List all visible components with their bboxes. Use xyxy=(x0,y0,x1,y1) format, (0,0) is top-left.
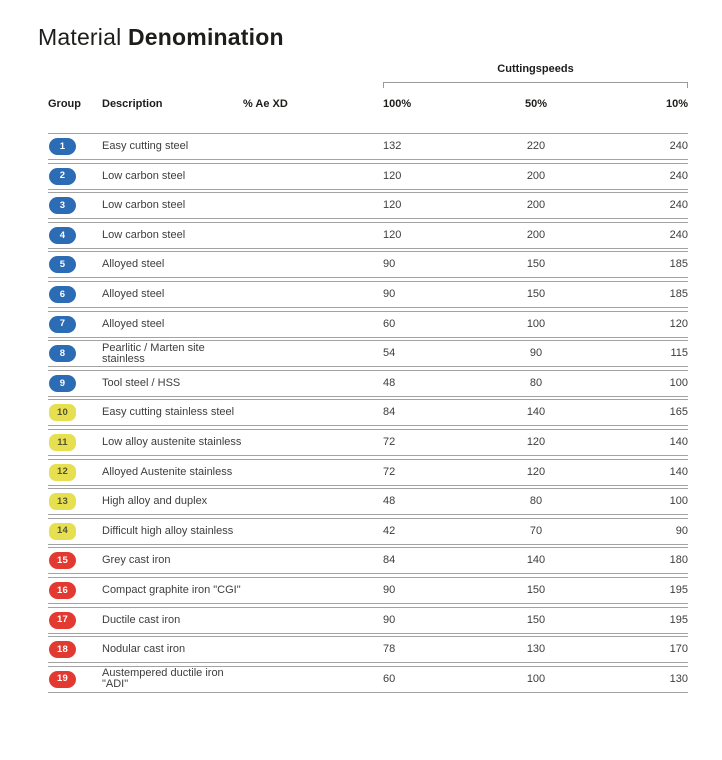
group-cell xyxy=(48,464,102,481)
table-row xyxy=(48,399,688,426)
material-table xyxy=(48,63,688,693)
table-row xyxy=(48,488,688,515)
row-speed-100: 90 xyxy=(383,583,396,596)
row-description: Low carbon steel xyxy=(102,228,186,241)
group-cell xyxy=(48,404,102,421)
row-speed-100: 90 xyxy=(383,613,396,626)
table-row xyxy=(48,133,688,160)
row-description: Low alloy austenite stainless xyxy=(102,435,242,448)
cuttingspeeds-bracket xyxy=(383,82,688,88)
column-header-row xyxy=(48,97,688,111)
row-speed-100: 48 xyxy=(383,376,396,389)
group-badge: 13 xyxy=(49,493,76,510)
table-row xyxy=(48,607,688,634)
row-speed-100: 84 xyxy=(383,406,396,419)
row-speed-100: 132 xyxy=(383,140,402,152)
group-badge: 10 xyxy=(49,404,76,421)
group-badge: 4 xyxy=(49,227,76,244)
row-speed-10: 140 xyxy=(669,435,688,448)
row-speed-50: 150 xyxy=(526,583,546,596)
row-speed-100: 60 xyxy=(383,672,396,685)
row-speed-50: 80 xyxy=(529,495,543,508)
group-badge: 6 xyxy=(49,286,76,303)
row-speed-100: 120 xyxy=(383,169,402,182)
column-header-ae-xd: % Ae XD xyxy=(243,97,288,110)
row-speed-50: 140 xyxy=(526,554,546,567)
table-row xyxy=(48,251,688,278)
row-description: Low carbon steel xyxy=(102,199,186,212)
table-row xyxy=(48,370,688,397)
row-description: Alloyed steel xyxy=(102,258,165,271)
group-cell xyxy=(48,256,102,273)
row-speed-50: 200 xyxy=(526,228,546,241)
row-description: Ductile cast iron xyxy=(102,613,181,626)
row-description: Alloyed steel xyxy=(102,287,165,300)
group-cell xyxy=(48,197,102,214)
row-speed-10: 100 xyxy=(669,495,688,508)
row-speed-10: 185 xyxy=(669,258,688,271)
group-cell xyxy=(48,493,102,510)
row-speed-10: 115 xyxy=(670,347,688,360)
group-cell xyxy=(48,286,102,303)
row-speed-50: 130 xyxy=(526,643,546,656)
group-badge: 11 xyxy=(49,434,76,451)
group-badge: 12 xyxy=(49,464,76,481)
row-speed-100: 42 xyxy=(383,524,396,537)
group-badge: 17 xyxy=(49,612,76,629)
group-cell xyxy=(48,523,102,540)
row-description: Nodular cast iron xyxy=(102,643,186,656)
group-cell xyxy=(48,345,102,362)
row-speed-100: 48 xyxy=(383,495,396,508)
row-speed-100: 54 xyxy=(383,347,396,360)
row-description: Tool steel / HSS xyxy=(102,376,181,389)
group-badge: 7 xyxy=(49,316,76,333)
row-speed-10: 240 xyxy=(669,199,688,212)
row-speed-100: 78 xyxy=(383,643,396,656)
row-speed-100: 90 xyxy=(383,287,396,300)
row-speed-50: 120 xyxy=(526,465,546,478)
group-cell xyxy=(48,641,102,658)
table-row xyxy=(48,222,688,249)
row-description: Pearlitic / Marten site stainless xyxy=(102,341,205,365)
row-speed-10: 170 xyxy=(669,643,688,656)
column-header-speed-100: 100% xyxy=(383,97,412,110)
row-speed-100: 72 xyxy=(383,435,396,448)
table-row xyxy=(48,547,688,574)
table-row xyxy=(48,577,688,604)
group-badge: 2 xyxy=(49,168,76,185)
table-row xyxy=(48,163,688,190)
row-speed-50: 90 xyxy=(529,347,543,360)
group-badge: 3 xyxy=(49,197,76,214)
group-cell xyxy=(48,138,102,155)
row-description: Easy cutting steel xyxy=(102,140,189,152)
group-badge: 8 xyxy=(49,345,76,362)
row-description: Austempered ductile iron "ADI" xyxy=(102,667,224,691)
row-description: High alloy and duplex xyxy=(102,495,208,508)
row-speed-10: 100 xyxy=(669,376,688,389)
row-description: Easy cutting stainless steel xyxy=(102,406,235,419)
row-description: Compact graphite iron "CGI" xyxy=(102,583,241,596)
row-description: Grey cast iron xyxy=(102,554,171,567)
table-row xyxy=(48,518,688,545)
row-description: Low carbon steel xyxy=(102,169,186,182)
group-badge: 5 xyxy=(49,256,76,273)
group-badge: 9 xyxy=(49,375,76,392)
row-speed-100: 84 xyxy=(383,554,396,567)
row-speed-50: 120 xyxy=(526,435,546,448)
row-speed-50: 200 xyxy=(526,199,546,212)
row-speed-10: 240 xyxy=(669,228,688,241)
group-cell xyxy=(48,434,102,451)
column-header-speed-10: 10% xyxy=(665,97,688,110)
title-bold: Denomination xyxy=(128,24,284,50)
row-speed-10: 185 xyxy=(669,287,688,300)
group-badge: 1 xyxy=(49,138,76,155)
group-cell xyxy=(48,227,102,244)
table-row xyxy=(48,192,688,219)
row-description: Difficult high alloy stainless xyxy=(102,524,234,537)
group-badge: 18 xyxy=(49,641,76,658)
row-speed-10: 90 xyxy=(675,524,688,537)
row-speed-100: 60 xyxy=(383,317,396,330)
group-cell xyxy=(48,671,102,688)
row-speed-50: 140 xyxy=(526,406,546,419)
row-speed-10: 140 xyxy=(669,465,688,478)
row-speed-10: 180 xyxy=(669,554,688,567)
row-speed-100: 120 xyxy=(383,199,402,212)
table-row xyxy=(48,429,688,456)
row-speed-50: 200 xyxy=(526,169,546,182)
row-speed-10: 195 xyxy=(669,583,688,596)
group-cell xyxy=(48,316,102,333)
table-row xyxy=(48,459,688,486)
page-title xyxy=(38,24,722,51)
row-speed-10: 240 xyxy=(669,140,688,152)
title-regular: Material xyxy=(38,24,122,50)
table-row xyxy=(48,281,688,308)
table-row xyxy=(48,666,688,693)
row-speed-50: 150 xyxy=(526,287,546,300)
row-speed-100: 120 xyxy=(383,228,402,241)
page xyxy=(0,24,722,760)
row-speed-100: 90 xyxy=(383,258,396,271)
row-description: Alloyed Austenite stainless xyxy=(102,465,233,478)
row-speed-10: 130 xyxy=(669,672,688,685)
row-description: Alloyed steel xyxy=(102,317,165,330)
row-speed-50: 150 xyxy=(526,258,546,271)
row-speed-50: 150 xyxy=(526,613,546,626)
row-speed-10: 240 xyxy=(669,169,688,182)
row-speed-50: 100 xyxy=(526,317,546,330)
row-speed-50: 70 xyxy=(529,524,543,537)
group-cell xyxy=(48,582,102,599)
row-speed-50: 100 xyxy=(526,672,546,685)
group-cell xyxy=(48,552,102,569)
row-speed-10: 195 xyxy=(669,613,688,626)
group-cell xyxy=(48,375,102,392)
group-badge: 16 xyxy=(49,582,76,599)
table-row xyxy=(48,636,688,663)
group-badge: 15 xyxy=(49,552,76,569)
row-speed-50: 80 xyxy=(529,376,543,389)
column-header-speed-50: 50% xyxy=(524,97,548,110)
group-badge: 14 xyxy=(49,523,76,540)
row-speed-50: 220 xyxy=(526,140,546,152)
table-row xyxy=(48,311,688,338)
cuttingspeeds-label: Cuttingspeeds xyxy=(497,63,574,75)
table-body xyxy=(48,133,688,693)
column-header-group: Group xyxy=(48,97,81,110)
group-cell xyxy=(48,612,102,629)
table-row xyxy=(48,340,688,367)
row-speed-10: 120 xyxy=(669,317,688,330)
group-cell xyxy=(48,168,102,185)
row-speed-100: 72 xyxy=(383,465,396,478)
column-header-description: Description xyxy=(102,97,163,110)
row-speed-10: 165 xyxy=(669,406,688,419)
group-badge: 19 xyxy=(49,671,76,688)
